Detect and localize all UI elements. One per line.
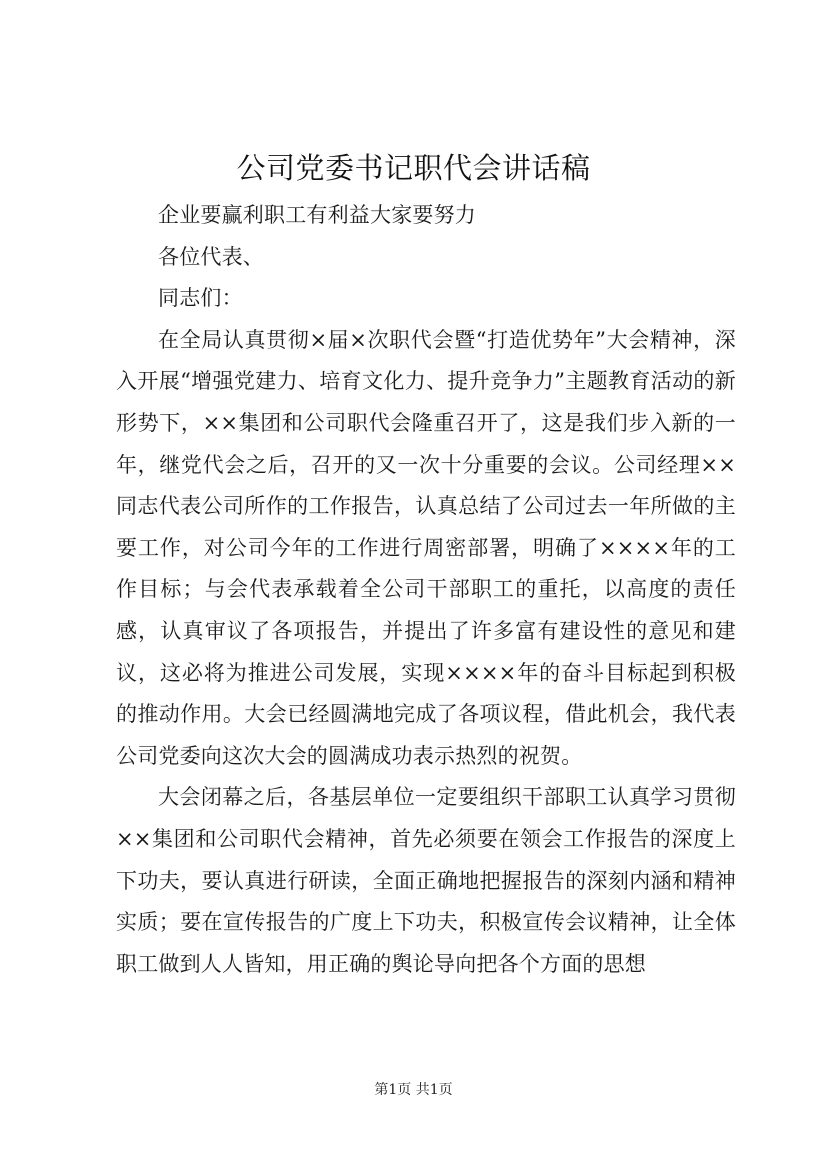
document-title: 公司党委书记职代会讲话稿: [236, 151, 591, 185]
paragraph-2: 大会闭幕之后，各基层单位一定要组织干部职工认真学习贯彻××集团和公司职代会精神，首先必须要在领会工作报告的深度上下功夫，要认真进行研读，全面正确地把握报告的深刻内涵和精神实质；要在宣传报告的广度上下功夫，积极宣传会议精神，让全体职工做到人人皆知，用正确的舆论导向把各个方面的思想: [116, 785, 736, 976]
salutation-line-1: 各位代表、: [158, 244, 264, 269]
page-footer: 第1页 共1页: [374, 1082, 453, 1098]
subtitle-line: 企业要赢利职工有利益大家要努力: [158, 203, 476, 227]
paragraph-1: 在全局认真贯彻×届×次职代会暨“打造优势年”大会精神，深入开展“增强党建力、培育文化力、提升竞争力”主题教育活动的新形势下，××集团和公司职代会隆重召开了，这是我们步入新的一年，继党代会之后，召开的又一次十分重要的会议。公司经理××同志代表公司所作的工作报告，认真总结了公司过去一年所做的主要工作，对公司今年的工作进行周密部署，明确了××××年的工作目标；与会代表承载着全公司干部职工的重托，以高度的责任感，认真审议了各项报告，并提出了许多富有建设性的意见和建议，这必将为推进公司发展，实现××××年的奋斗目标起到积极的推动作用。大会已经圆满地完成了各项议程，借此机会，我代表公司党委向这次大会的圆满成功表示热烈的祝贺。: [116, 327, 736, 768]
document-body: [116, 195, 736, 985]
salutation-line-2: 同志们：: [158, 286, 243, 311]
